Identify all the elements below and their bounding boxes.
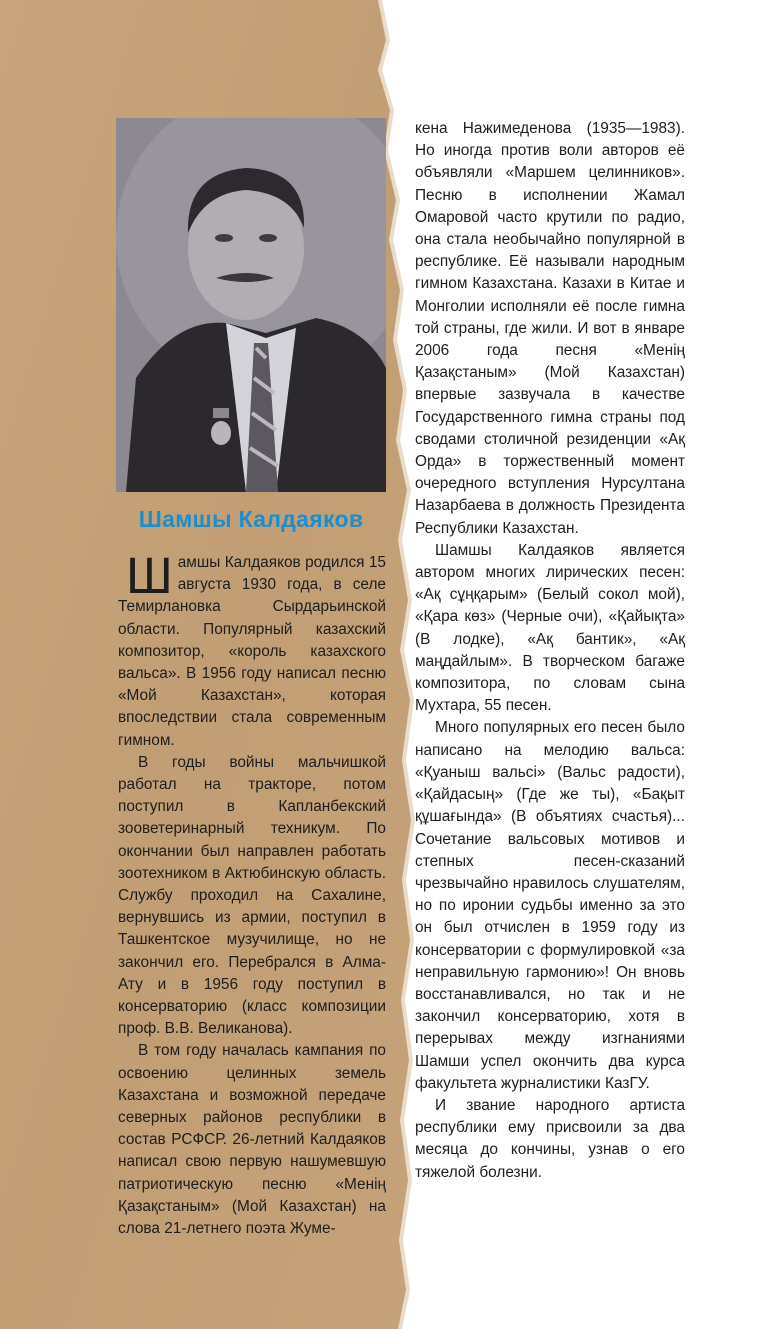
left-text-column [118,547,386,1240]
paragraph-text: амшы Калдаяков родился 15 августа 1930 года, в селе Темирлановка Сырдарьинской области. Популярный казахский композитор, «король казахского вальса». В 1956 году написал песню «Мой Казахстан», которая впоследствии стала современным гимном. [118,554,386,749]
paragraph: Шамшы Калдаяков является автором многих лирических песен: «Ақ сұңқарым» (Белый сокол мой), «Қара көз» (Черные очи), «Қайықта» (В лодке), «Ақ бантик», «Ақ маңдайлым». В творческом багаже композитора, по словам сына Мухтара, 55 песен. [415,541,685,715]
paragraph: Много популярных его песен было написано на мелодию вальса: «Қуаныш вальсі» (Вальс радости), «Қайдасың» (Где же ты), «Бақыт құшағында» (В объятиях счастья)... Сочетание вальсовых мотивов и степных песен-сказаний чрезвычайно нравилось слушателям, но по иронии судьбы именно за это он был отчислен в 1959 году из консерватории с формулировкой «за неправильную гармонию»! Он вновь восстанавливался, но так и не закончил консерваторию, хотя в перерывах между изгнаниями Шамши успел окончить два курса факультета журналистики КазГУ. [415,719,685,1092]
paragraph: В том году началась кампания по освоению целинных земель Казахстана и возможной передаче северных районов республики в состав РСФСР. 26-летний Калдаяков написал свою первую нашумевшую патриотическую песню «Менің Қазақстаным» (Мой Казахстан) на слова 21-летнего поэта Жуме- [118,1042,386,1238]
right-text-column [415,118,685,1184]
paragraph: кена Нажимеденова (1935—1983). Но иногда против воли авторов её объявляли «Маршем целинников». Песню в исполнении Жамал Омаровой часто крутили по радио, она стала необычайно популярной в республике. Её называли народным гимном Казахстана. Казахи в Китае и Монголии исполняли её после гимна той страны, где жили. И вот в январе 2006 года песня «Менің Қазақстаным» (Мой Казахстан) впервые зазвучала в качестве Государственного гимна страны под сводами столичной резиденции «Ақ Орда» в торжественный момент очередного вступления Нурсултана Назарбаева в должность Президента Республики Казахстан. [415,120,685,537]
drop-cap: Ш [126,547,173,604]
paragraph [118,547,386,752]
paragraph: В годы войны мальчишкой работал на тракторе, потом поступил в Капланбекский зооветеринарный техникум. По окончании был направлен работать зоотехником в Актюбинскую область. Службу проходил на Сахалине, вернувшись из армии, поступил в Ташкентское музучилище, но не закончил его. Перебрался в Алма-Ату и в 1956 году поступил в консерваторию (класс композиции проф. В.В. Великанова). [118,753,386,1038]
portrait-photo [116,118,386,492]
paragraph: И звание народного артиста республики ему присвоили за два месяца до кончины, узнав о его тяжелой болезни. [415,1096,685,1181]
person-name-heading: Шамшы Калдаяков [138,506,364,532]
